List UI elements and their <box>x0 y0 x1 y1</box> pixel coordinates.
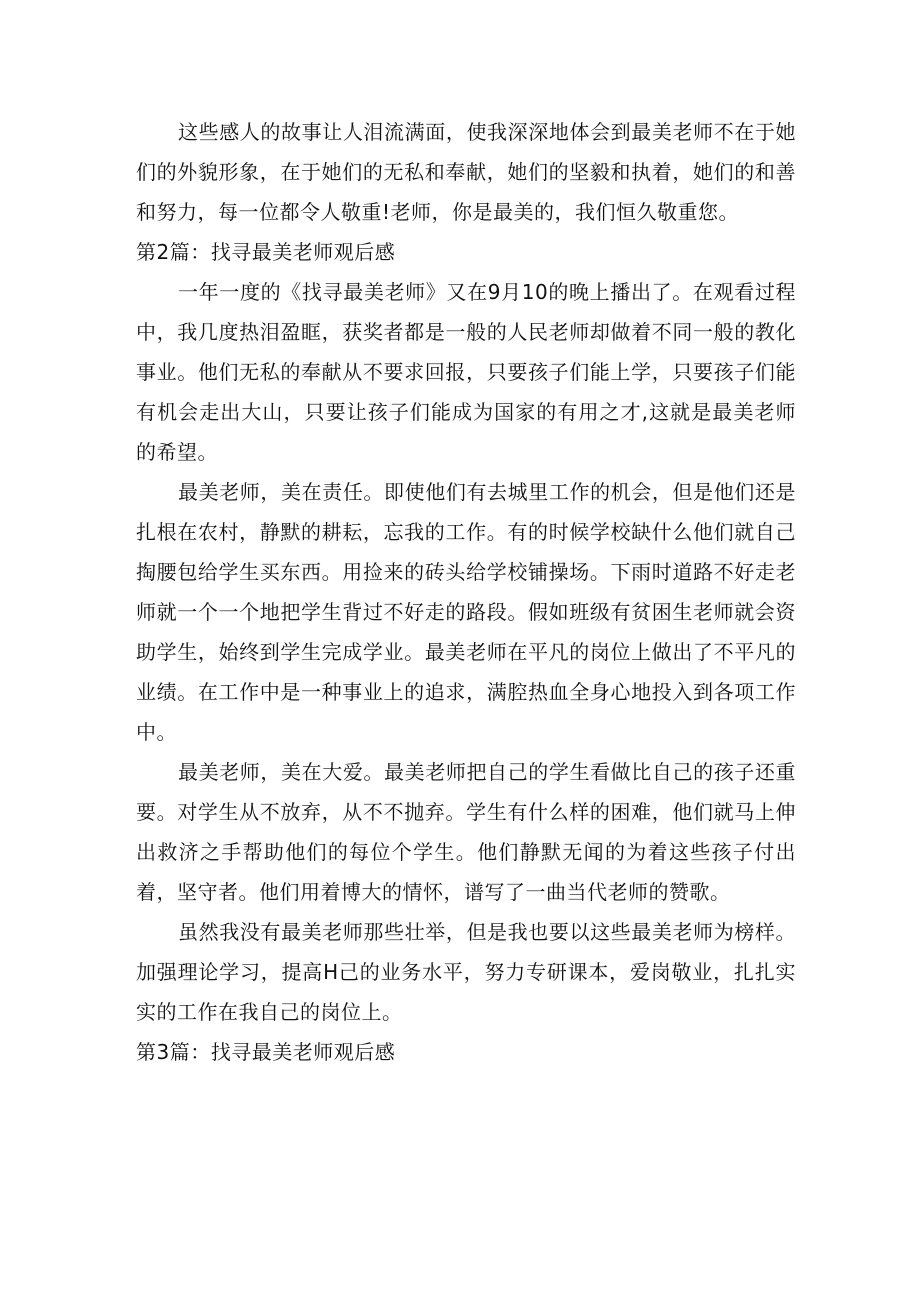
section-heading-3: 第3篇：找寻最美老师观后感 <box>136 1040 396 1064</box>
document-body <box>136 112 796 1072</box>
paragraph-great-love: 最美老师，美在大爱。最美老师把自己的学生看做比自己的孩子还重要。对学生从不放弃，从不不抛弃。学生有什么样的困难，他们就马上伸出救济之手帮助他们的每位个学生。他们静默无闻的为着这些孩子付出着，坚守者。他们用着博大的情怀，谱写了一曲当代老师的赞歌。 <box>136 760 796 904</box>
paragraph-closing-1: 这些感人的故事让人泪流满面，使我深深地体会到最美老师不在于她们的外貌形象，在于她们的无私和奉献，她们的坚毅和执着，她们的和善和努力，每一位都令人敬重!老师，你是最美的，我们恒久敬重您。 <box>136 120 796 224</box>
paragraph-role-model: 虽然我没有最美老师那些壮举，但是我也要以这些最美老师为榜样。加强理论学习，提高H己的业务水平，努力专研课本，爱岗敬业，扎扎实实的工作在我自己的岗位上。 <box>136 920 796 1024</box>
section-heading-2: 第2篇：找寻最美老师观后感 <box>136 240 396 264</box>
paragraph-intro-2: 一年一度的《找寻最美老师》又在9月10的晚上播出了。在观看过程中，我几度热泪盈眶，获奖者都是一般的人民老师却做着不同一般的教化事业。他们无私的奉献从不要求回报，只要孩子们能上学，只要孩子们能有机会走出大山，只要让孩子们能成为国家的有用之才,这就是最美老师的希望。 <box>136 280 796 464</box>
paragraph-responsibility: 最美老师，美在责任。即使他们有去城里工作的机会，但是他们还是扎根在农村，静默的耕耘，忘我的工作。有的时候学校缺什么他们就自己掏腰包给学生买东西。用捡来的砖头给学校铺操场。下雨时道路不好走老师就一个一个地把学生背过不好走的路段。假如班级有贫困生老师就会资助学生，始终到学生完成学业。最美老师在平凡的岗位上做出了不平凡的业绩。在工作中是一种事业上的追求，满腔热血全身心地投入到各项工作中。 <box>136 480 796 744</box>
